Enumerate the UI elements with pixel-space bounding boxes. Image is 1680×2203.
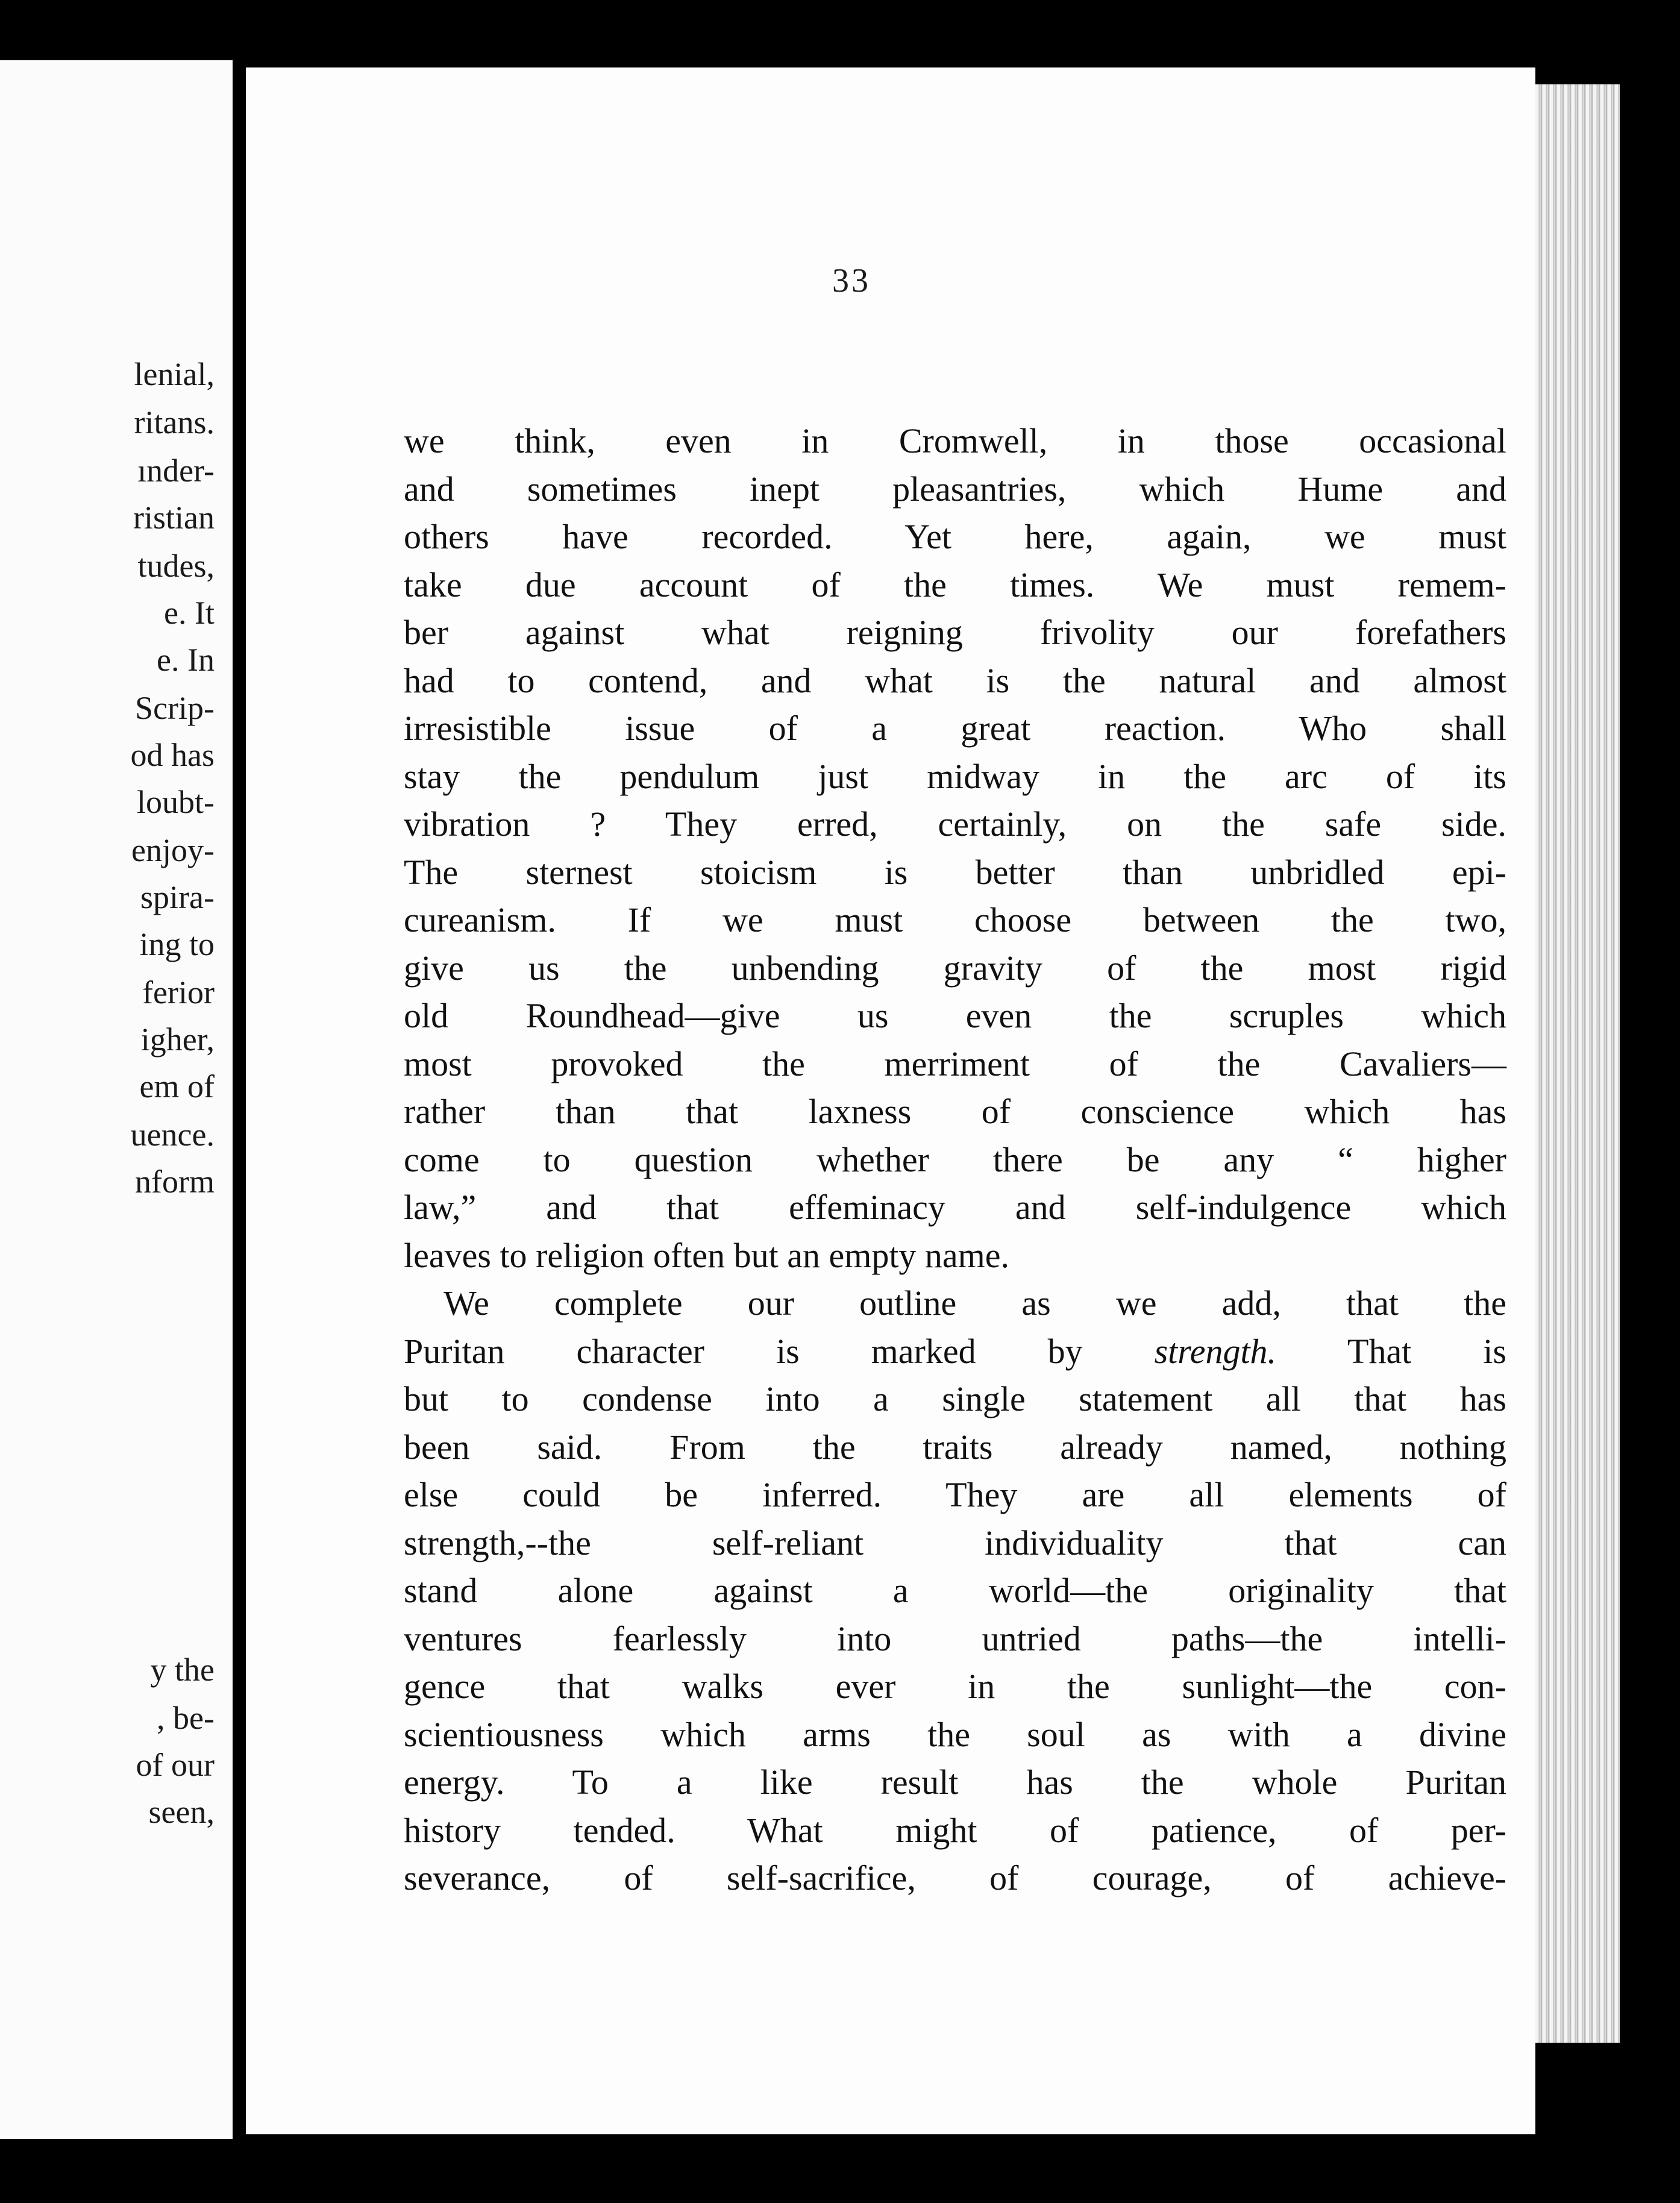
text-line: history tended. What might of patience, of per-: [404, 1810, 1506, 1850]
text-line: others have recorded. Yet here, again, we must: [404, 517, 1506, 556]
left-line: ing to: [139, 926, 215, 962]
left-line: of our: [136, 1747, 215, 1783]
text-line: strength,--the self-reliant individuality that can: [404, 1523, 1506, 1562]
text-line: scientiousness which arms the soul as with a divine: [404, 1714, 1506, 1754]
left-line: e. In: [157, 642, 215, 678]
text-line: We complete our outline as we add, that the: [444, 1283, 1506, 1323]
paragraph-2: [404, 1279, 1506, 1902]
text-line: stand alone against a world—the originality that: [404, 1571, 1506, 1610]
text-line-with-emphasis: [404, 1327, 1506, 1376]
text-line: energy. To a like result has the whole Puritan: [404, 1763, 1506, 1802]
left-line: ferior: [142, 974, 215, 1011]
left-line: ritans.: [134, 404, 215, 440]
text-line: but to condense into a single statement all that has: [404, 1379, 1506, 1418]
left-line: od has: [130, 737, 215, 773]
page-body: [404, 417, 1506, 1902]
text-line: ventures fearlessly into untried paths—the intelli-: [404, 1619, 1506, 1658]
text-line: vibration ? They erred, certainly, on the safe side.: [404, 804, 1506, 844]
text-line: law,” and that effeminacy and self-indulgence which: [404, 1188, 1506, 1227]
text-line: come to question whether there be any “ higher: [404, 1139, 1506, 1179]
left-line: e. It: [164, 595, 215, 631]
paragraph-1: [404, 417, 1506, 1279]
text-line: stay the pendulum just midway in the arc of its: [404, 756, 1506, 796]
left-line: Scrip-: [135, 690, 215, 726]
left-line: loubt-: [137, 784, 215, 820]
left-line: lenial,: [134, 356, 215, 392]
left-line: ınder-: [137, 453, 215, 489]
left-line: , be-: [157, 1700, 215, 1736]
text-line: cureanism. If we must choose between the two,: [404, 900, 1506, 939]
left-line: nform: [135, 1164, 215, 1200]
text-line: give us the unbending gravity of the most rigid: [404, 948, 1506, 988]
text-line: else could be inferred. They are all elements of: [404, 1475, 1506, 1514]
text-run: Puritan character is marked by: [404, 1331, 1155, 1371]
text-line: leaves to religion often but an empty name.: [404, 1235, 1010, 1275]
text-line: severance, of self-sacrifice, of courage, of achieve-: [404, 1858, 1506, 1897]
text-line: and sometimes inept pleasantries, which Hume and: [404, 469, 1506, 509]
text-run: That is: [1276, 1331, 1506, 1371]
text-line: The sternest stoicism is better than unbridled epi-: [404, 852, 1506, 892]
left-line: spira-: [140, 879, 215, 915]
text-line: ber against what reigning frivolity our forefathers: [404, 613, 1506, 652]
text-line: most provoked the merriment of the Cavaliers—: [404, 1044, 1506, 1083]
book-gutter: [233, 48, 246, 2157]
text-line: irresistible issue of a great reaction. Who shall: [404, 709, 1506, 748]
left-line: uence.: [130, 1117, 215, 1153]
page-number: 33: [832, 262, 871, 299]
left-line: tudes,: [137, 548, 215, 584]
page-edges: [1535, 84, 1620, 2043]
text-line: take due account of the times. We must remem-: [404, 565, 1506, 604]
text-line: rather than that laxness of conscience which has: [404, 1092, 1506, 1131]
emphasized-word: strength.: [1154, 1331, 1277, 1371]
left-line: em of: [139, 1068, 215, 1105]
left-line: enjoy-: [131, 832, 215, 868]
left-line: igher,: [140, 1021, 215, 1058]
text-line: gence that walks ever in the sunlight—the con-: [404, 1667, 1506, 1706]
left-line: seen,: [148, 1794, 215, 1830]
right-page: [246, 67, 1535, 2134]
left-line: ristian: [133, 500, 215, 536]
left-line: y the: [150, 1652, 215, 1688]
left-page: [0, 60, 233, 2139]
text-line: old Roundhead—give us even the scruples which: [404, 996, 1506, 1035]
text-line: had to contend, and what is the natural and almost: [404, 660, 1506, 700]
text-line: been said. From the traits already named, nothing: [404, 1427, 1506, 1467]
text-line: we think, even in Cromwell, in those occasional: [404, 421, 1506, 460]
